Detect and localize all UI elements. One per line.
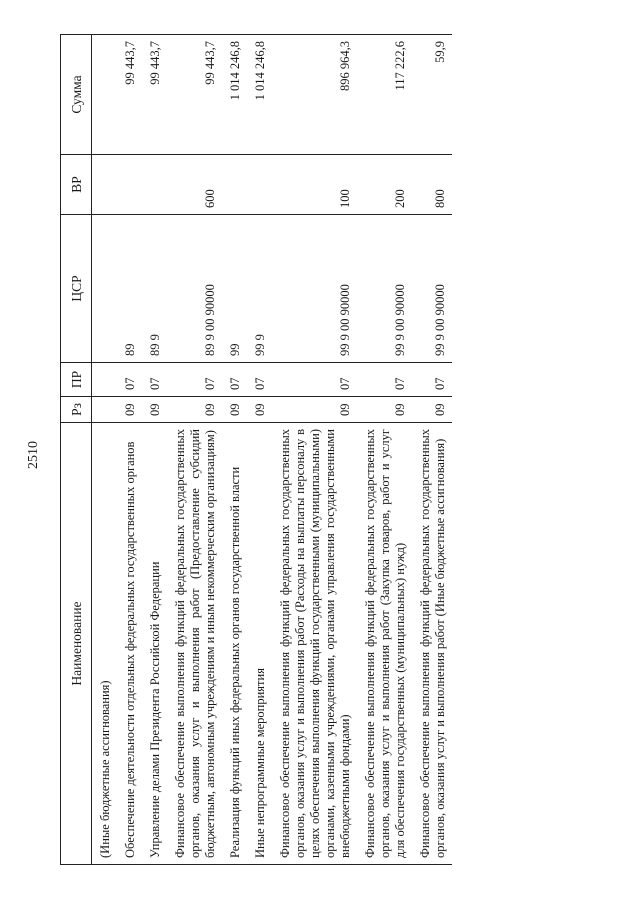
row-rz: 09 [272, 397, 357, 423]
table-row [357, 35, 412, 865]
row-sum: 896 964,3 [272, 35, 357, 155]
table-row [117, 35, 142, 865]
row-sum [92, 35, 118, 155]
page-number: 2510 [26, 441, 41, 469]
row-vr: 100 [272, 155, 357, 215]
table-row [412, 35, 452, 865]
row-name: Финансовое обеспечение выполнения функций федеральных государственных органов, оказания услуг и выполнения работ (Расходы на выплаты персоналу в целях обеспечения выполнения функций государственными (муниципальными) органами, казенными учреждениями, органами управления государственными внебюджетными фондами) [272, 423, 357, 865]
row-sum: 1 014 246,8 [222, 35, 247, 155]
row-sum: 99 443,7 [117, 35, 142, 155]
row-pr: 07 [167, 363, 222, 397]
row-csr: 99 9 00 90000 [412, 215, 452, 363]
row-vr: 200 [357, 155, 412, 215]
row-sum: 99 443,7 [142, 35, 167, 155]
row-vr: 800 [412, 155, 452, 215]
row-name: Реализация функций иных федеральных органов государственной власти [222, 423, 247, 865]
row-sum: 99 443,7 [167, 35, 222, 155]
row-pr [92, 363, 118, 397]
row-pr: 07 [272, 363, 357, 397]
row-csr [92, 215, 118, 363]
row-pr: 07 [247, 363, 272, 397]
row-rz: 09 [142, 397, 167, 423]
header-pr: ПР [61, 363, 92, 397]
header-name: Наименование [61, 423, 92, 865]
row-vr [142, 155, 167, 215]
row-rz: 09 [412, 397, 452, 423]
row-vr: 600 [167, 155, 222, 215]
table-row [167, 35, 222, 865]
row-pr: 07 [222, 363, 247, 397]
row-rz: 09 [117, 397, 142, 423]
row-vr [222, 155, 247, 215]
table-row [222, 35, 247, 865]
header-csr: ЦСР [61, 215, 92, 363]
row-rz: 09 [357, 397, 412, 423]
row-rz: 09 [167, 397, 222, 423]
header-sum: Сумма [61, 35, 92, 155]
table-row [272, 35, 357, 865]
row-pr: 07 [412, 363, 452, 397]
row-name: Финансовое обеспечение выполнения функций федеральных государственных органов, оказания услуг и выполнения работ (Иные бюджетные ассигнования) [412, 423, 452, 865]
row-name: Иные непрограммные мероприятия [247, 423, 272, 865]
row-name: (Иные бюджетные ассигнования) [92, 423, 118, 865]
row-csr: 99 9 00 90000 [357, 215, 412, 363]
row-sum: 59,9 [412, 35, 452, 155]
table-row [142, 35, 167, 865]
row-rz [92, 397, 118, 423]
row-name: Обеспечение деятельности отдельных федеральных государственных органов [117, 423, 142, 865]
row-sum: 117 222,6 [357, 35, 412, 155]
row-pr: 07 [117, 363, 142, 397]
row-rz: 09 [247, 397, 272, 423]
row-rz: 09 [222, 397, 247, 423]
header-rz: Рз [61, 397, 92, 423]
row-name: Финансовое обеспечение выполнения функций федеральных государственных органов, оказания услуг и выполнения работ (Предоставление субсидий бюджетным, автономным учреждениям и иным некоммерческим организациям) [167, 423, 222, 865]
row-pr: 07 [142, 363, 167, 397]
header-vr: ВР [61, 155, 92, 215]
row-vr [117, 155, 142, 215]
row-csr: 99 [222, 215, 247, 363]
row-csr: 89 [117, 215, 142, 363]
row-csr: 99 9 [247, 215, 272, 363]
budget-table [60, 34, 452, 865]
row-csr: 89 9 [142, 215, 167, 363]
row-csr: 99 9 00 90000 [272, 215, 357, 363]
row-name: Финансовое обеспечение выполнения функций федеральных государственных органов, оказания услуг и выполнения работ (Закупка товаров, работ и услуг для обеспечения государственных (муниципальных) нужд) [357, 423, 412, 865]
row-vr [247, 155, 272, 215]
table-row [92, 35, 118, 865]
row-name: Управление делами Президента Российской Федерации [142, 423, 167, 865]
row-csr: 89 9 00 90000 [167, 215, 222, 363]
header-row [61, 35, 92, 865]
table-row [247, 35, 272, 865]
row-pr: 07 [357, 363, 412, 397]
row-vr [92, 155, 118, 215]
row-sum: 1 014 246,8 [247, 35, 272, 155]
